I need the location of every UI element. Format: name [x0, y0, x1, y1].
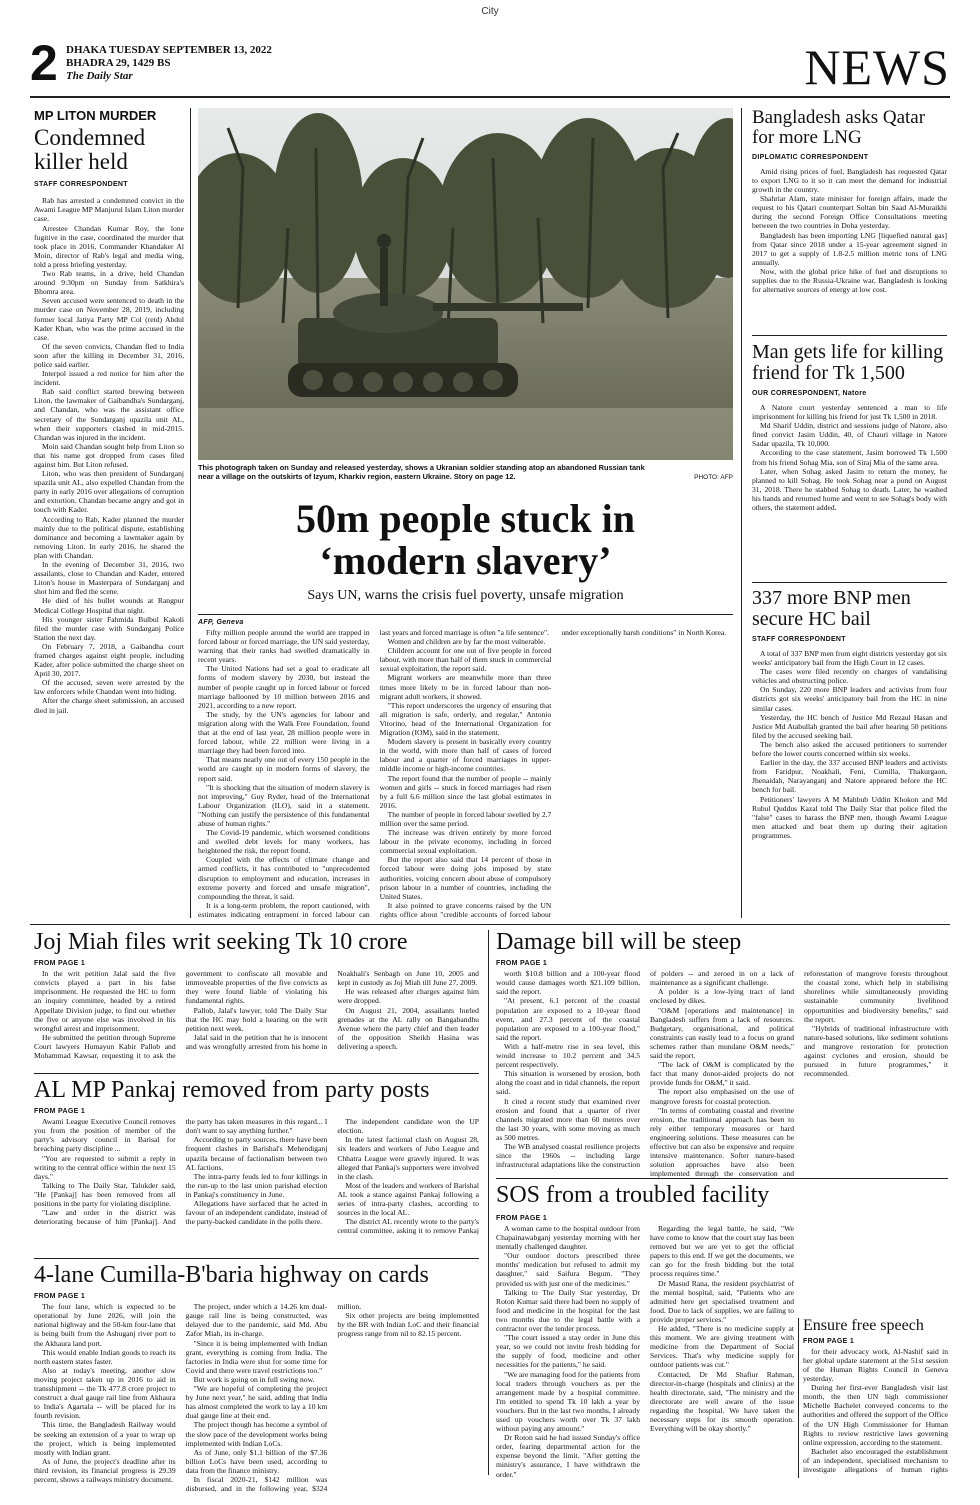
paragraph: The project, under which a 14.26 km dual-gauge rail line is being constructed, was delayed due to the pandemic, said Md. Abu Zafor Miah, its in-charge. [185, 1302, 328, 1339]
highway-article [34, 1263, 479, 1500]
damage-byline: FROM PAGE 1 [496, 960, 548, 968]
paragraph: Of the seven convicts, Chandan fled to India soon after the killing in December 31, 2016, police said earlier. [34, 341, 184, 369]
sos-headline: SOS from a troubled facility [496, 1182, 770, 1208]
lng-article [752, 108, 947, 329]
paragraph: The district AL recently wrote to the party's central committee, asking it to remove Pankaj [337, 1217, 479, 1236]
paragraph: Talking to The Daily Star, Talukder said, "He [Pankaj] has been removed from all positions in the party for violating discipline. [34, 1180, 176, 1209]
paragraph: He submitted the petition through Supreme Court lawyers Humayun Kabir Pallob and Mohammad Kawsar, requesting it to ask the government to confiscate all movable and immoveable properties of the five convicts as they were found liable of violating his fundamental rights. [34, 969, 328, 1061]
paragraph: Liton, who was then president of Sundarganj upazila unit AL, also expelled Chandan from the party in early 2016 over allegations of corruption and extortion. Chandan became angry and got in touch with Kader. [34, 469, 184, 515]
paragraph: Most of the leaders and workers of Barishal AL took a stance against Pankaj following a series of intra-party clashes, according to sources in the local AL. [337, 1180, 479, 1218]
lead-photo [198, 108, 733, 460]
paragraph: Petitioners' lawyers A M Mahbub Uddin Khokon and Md Ruhul Quddus Kazal told The Daily Star that police filed the "false" cases to harass the BNP men, though Awami League men attacked and beat them up during their agitation programmes. [752, 794, 947, 840]
damage-headline: Damage bill will be steep [496, 929, 742, 955]
paragraph: Rab said conflict started brewing between Liton, the lawmaker of Gaibandha's Sundarganj, and Chandan, who was the assistant office secretary of the Sundarganj upazila unit AL, when their supporters clashed in mid-2015. Chandan was injured in the incident. [34, 387, 184, 442]
paper-logo: The Daily Star [66, 70, 133, 82]
paragraph: Earlier in the day, the 337 accused BNP leaders and activists from Faridpur, Noakhali, Feni, Cumilla, Thakurgaon, Jhenaidah, Narayanganj and Natore appeared before the HC bench for bail. [752, 758, 947, 795]
highway-body [34, 1302, 479, 1500]
bnp-body [752, 649, 947, 904]
column-rule [190, 108, 191, 918]
slavery-headline-line2: ‘modern slavery’ [319, 538, 612, 583]
article-rule [752, 335, 947, 336]
paragraph: Moin said Chandan sought help from Liton so that his name got dropped from cases filed against him. But Liton refused. [34, 441, 184, 469]
paragraph: Now, with the global price hike of fuel and disruptions to supplies due to the Russia-Ukraine war, Bangladesh is looking for alternative sources of energy at low cost. [752, 266, 947, 295]
dateline-block [66, 44, 272, 82]
paragraph: "The court issued a stay order in June this year, so we could not invite fresh bidding for the supply of food, medicine and other necessities for the patients," he said. [496, 1333, 640, 1370]
paragraph: During her first-ever Bangladesh visit last month, the then UN high commissioner Michelle Bachelet conveyed concerns to the authorities and offered the support of the Office of the UN High Commissioner for Human Rights to review restrictive laws governing online expression, according to the statement. [803, 1383, 948, 1447]
paragraph: The report found that the number of people -- mainly women and girls -- stuck in forced marriages had risen by a full 6.6 million since the last global estimates in 2016. [379, 773, 552, 810]
paragraph: "We are managing food for the patients from local traders through vouchers as per the arrangement made by a hospital committee. I'm entitled to spend Tk 10 lakh a year by vouchers. But in the last two months, I already used up vouchers worth over Tk 37 lakh without paying any amount." [496, 1369, 640, 1434]
paragraph: Interpol issued a red notice for him after the incident. [34, 369, 184, 388]
paragraph: "Hybrids of traditional infrastructure with nature-based solutions, like sediment solutions and mangrove restoration for protection against cyclones and erosion, should be pursued in future programmes," it recommended. [804, 1023, 948, 1079]
paragraph: The report also emphasised on the use of mangrove forests for coastal protection. [650, 1087, 794, 1106]
sos-byline: FROM PAGE 1 [496, 1215, 548, 1222]
paragraph: A total of 337 BNP men from eight districts yesterday got six weeks' anticipatory bail from the High Court in 12 cases. [752, 649, 947, 668]
paragraph: A polder is a low-lying tract of land enclosed by dikes. [650, 987, 794, 1006]
liton-kicker: MP LITON MURDER [34, 108, 157, 123]
paragraph: Modern slavery is present in basically every country in the world, with more than half of cases of forced labour and a quarter of forced marriages in upper-middle income or high-income countries. [379, 737, 552, 774]
paragraph: He added, "There is no medicine supply at this moment. We are giving treatment with medicine from the Department of Social Services. That's why medicine supply for outdoor patients was cut." [650, 1324, 794, 1370]
paragraph: It also pointed to grave concerns raised by the UN rights office about "credible accounts of forced labour under exceptionally harsh conditions" in North Korea. [379, 628, 727, 919]
liton-article [34, 108, 184, 891]
paragraph: "Law and order in the district was deteriorating because of him [Pankaj]. And the party has taken measures in this regard... I don't want to say anything further." [34, 1117, 328, 1227]
paragraph: In the writ petition Jalal said the five convicts played a part in his false imprisonment. He requested the HC to form an inquiry committee, headed by a retired Appellate Division judge, to find out whether the five or anyone else was involved in his wrongful arrest and imprisonment. [34, 969, 176, 1033]
paragraph: It cited a recent study that examined river erosion and found that a quarter of river channels migrated more than 60 metres over the last 30 years, with some moving as much as 500 metres. [496, 1096, 640, 1142]
joj-headline: Joj Miah files writ seeking Tk 10 crore [34, 929, 408, 955]
paragraph: Also at today's meeting, another slow moving project taken up in 2016 to aid in transshipment -- the Tk 477.8 crore project to construct a dual gauge rail line from Akhaura to India's Agartala -- will be placed for its fourth revision. [34, 1365, 176, 1421]
paragraph: In the latest factional clash on August 28, six leaders and workers of Jubo League and Chhatra League were gravely injured. It was alleged that Pankaj's supporters were involved in the clash. [337, 1135, 479, 1181]
lng-headline: Bangladesh asks Qatar for more LNG [752, 107, 926, 148]
paragraph: Bangladesh has been importing LNG [liquefied natural gas] from Qatar since 2018 under a 15-year agreement signed in 2017 to get a supply of 1.8-2.5 million metric tons of LNG annually. [752, 230, 947, 267]
paragraph: The number of people in forced labour swelled by 2.7 million over the same period. [379, 809, 552, 828]
natore-body [752, 403, 947, 553]
speech-body [803, 1347, 948, 1475]
paragraph: In fiscal 2020-21, $142 million was disbursed, and in the following year, $324 million. [185, 1302, 362, 1494]
paragraph: The project though has become a symbol of the slow pace of the development works being implemented with Indian LoCs. [185, 1420, 328, 1448]
paragraph: "In terms of combating coastal and riverine erosion, the traditional approach has been to rely either temporary measures or hard engineering solutions. These measures can be effective but can also be expensive and require intensive maintenance. Softer nature-based solution approaches have also been implemented through the conservation and reforestation of mangrove forests throughout the coastal zone, which help in stabilising shorelines while simultaneously providing sustainable community livelihood opportunities and biodiversity benefits," said the report. [650, 969, 948, 1179]
photo-caption: This photograph taken on Sunday and released yesterday, shows a Ukranian soldier standing atop an abandoned Russian tank near a village on the outskirts of Izyum, Kharkiv region, eastern Ukraine. Story on page 12. [198, 463, 645, 481]
paragraph: On February 7, 2018, a Gaibandha court framed charges against eight people, including Kader, after police submitted the charge sheet on April 30, 2017. [34, 641, 184, 679]
paragraph: Arrestee Chandan Kumar Roy, the lone fugitive in the case, coordinated the murder that took place in 2016, Commander Khandaker Al Moin, director of Rab's legal and media wing, told a press briefing yesterday. [34, 223, 184, 269]
paragraph: But work is going on in full swing now. [193, 1374, 315, 1384]
masthead-rule [30, 96, 950, 98]
speech-byline: FROM PAGE 1 [803, 1337, 855, 1345]
tank-photo-illustration [198, 108, 733, 460]
paragraph: A woman came to the hospital outdoor from Chapainawabganj yesterday morning with her mentally challenged daughter. [496, 1224, 640, 1252]
natore-article [752, 342, 947, 553]
paragraph: Fifty million people around the world are trapped in forced labour or forced marriage, the UN said yesterday, warning that their ranks had swelled dramatically in recent years. [198, 628, 370, 665]
paragraph: After the charge sheet submission, an accused died in jail. [34, 696, 184, 715]
sos-article [496, 1183, 796, 1208]
paragraph: Awami League Executive Council removes you from the position of member of the party's advisory council in Barisal for breaching party discipline ... [34, 1117, 176, 1154]
speech-article [798, 1318, 948, 1478]
paragraph: This situation is worsened by erosion, both along the coast and in tidal channels, the report said. [496, 1069, 640, 1097]
paragraph: Coupled with the effects of climate change and armed conflicts, it has contributed to "unprecedented disruption to employment and education, increases in extreme poverty and forced and unsafe migration", compounding the threat, it said. [198, 855, 370, 901]
paragraph: This would enable Indian goods to reach its north eastern states faster. [34, 1347, 176, 1366]
paragraph: According to the case statement, Jasim borrowed Tk 1,500 from his friend Sohag Mia, son of Siraj Mia of the same area. [752, 448, 947, 467]
column-rule [488, 930, 489, 1475]
highway-byline: FROM PAGE 1 [34, 1293, 86, 1301]
fold-rule [30, 924, 950, 925]
paragraph: Dr Masud Rana, the resident psychiatrist of the mental hospital, said, "Patients who are admitted here get specialised treatment and food. Due to lack of supplies, we are failing to provide proper services." [650, 1278, 794, 1324]
bnp-article [752, 588, 947, 904]
paragraph: That means nearly one out of every 150 people in the world are caught up in modern forms of slavery, the report said. [198, 755, 370, 783]
lng-byline: DIPLOMATIC CORRESPONDENT [752, 153, 869, 161]
paragraph: Shahriar Alam, state minister for foreign affairs, made the request to his Qatari counterpart Soltan bin Saad Al-Muraikhi during the second Foreign Office Consultations meeting between the two countries in Doha yesterday. [752, 194, 947, 231]
paragraph: The increase was driven entirely by more forced labour in the private economy, including in forced commercial sexual exploitation. [379, 828, 552, 856]
section-label: City [481, 6, 499, 17]
slavery-subhead: Says UN, warns the crisis fuel poverty, unsafe migration [307, 588, 624, 603]
paragraph: A Natore court yesterday sentenced a man to life imprisonment for killing his friend for just Tk 1,500 in 2018. [752, 403, 947, 422]
paragraph: Seven accused were sentenced to death in the murder case on November 28, 2019, including former local Jatiya Party MP Col (retd) Abdul Kader Khan, who was the prime accused in the case. [34, 296, 184, 342]
paragraph: As of June, the project's deadline after its third revision, its financial progress is 29.39 percent, shows a railways ministry document. [34, 1456, 176, 1484]
paragraph: According to Rab, Kader planned the murder mainly due to the political dispute, establishing dominance and becoming a lawmaker again by removing Liton. In early 2016, he shared the plan with Chandan. [34, 514, 184, 560]
paragraph: worth $10.8 billion and a 100-year flood would cause damages worth $21.109 billion, said the report. [496, 969, 640, 997]
natore-headline: Man gets life for killing friend for Tk 1,500 [752, 341, 944, 384]
paragraph: "At present, 6.1 percent of the coastal population are exposed to a 10-year flood event, and 27.3 percent of the coastal population are exposed to a 100-year flood," said the report. [496, 996, 640, 1042]
slavery-article [198, 619, 733, 928]
slavery-byline: AFP, Geneva [198, 619, 244, 626]
slavery-headline-line1: 50m people stuck in [296, 496, 635, 541]
article-rule [34, 1258, 479, 1259]
photo-credit: PHOTO: AFP [694, 474, 733, 481]
paragraph: Md Sharif Uddin, district and sessions judge of Natore, also fined convict Jasim Uddin, 40, of Chauri village in Natore Sadar upazila, Tk 10,000. [752, 421, 947, 449]
bnp-headline: 337 more BNP men secure HC bail [752, 587, 911, 630]
paragraph: Children account for one out of five people in forced labour, with more than half of them stuck in commercial sexual exploitation, the report said. [379, 646, 552, 674]
paragraph: This time, the Bangladesh Railway would be seeking an extension of a year to wrap up the project, which is being implemented mostly with Indian grant. [34, 1420, 176, 1457]
joj-byline: FROM PAGE 1 [34, 960, 86, 968]
paragraph: Bachelet also encouraged the establishment of an independent, specialised mechanism to investigate allegations of human rights [803, 1446, 948, 1475]
paragraph: Allegations have surfaced that he acted in favour of an independent candidate, instead of the party-backed candidate in the polls there. [185, 1199, 328, 1227]
paragraph: With a half-metre rise in sea level, this would increase to 10.2 percent and 34.5 percent respectively. [496, 1041, 640, 1070]
paragraph: He died of his bullet wounds at Rangpur Medical College Hospital that night. [34, 596, 184, 615]
paragraph: The United Nations had set a goal to eradicate all forms of modern slavery by 2030, but instead the number of people caught up in forced labour or forced marriage ballooned by 10 million between 2016 and 2021, according to a new report. [198, 664, 370, 710]
paragraph: According to party sources, there have been frequent clashes in Barishal's Mehendiganj upazila because of factionalism between two AL factions. [185, 1135, 328, 1172]
paragraph: "Since it is being implemented with Indian grant, everything is coming from India. The factories in India were shut for some time for Covid and there were travel restrictions too." [185, 1338, 328, 1375]
paragraph: Six other projects are being implemented by the BR with Indian LoC and their financial progress range from nil to 82.15 percent. [337, 1311, 479, 1339]
paragraph: "It is shocking that the situation of modern slavery is not improving," Guy Ryder, head of the International Labour Organization (ILO), said in a statement. "Nothing can justify the persistence of this fundamental abuse of human rights." [198, 782, 370, 828]
article-rule [496, 1178, 948, 1179]
paragraph: The intra-party feuds led to four killings in the run-up to the last union parishad election in Pankaj's constituency in June. [185, 1171, 328, 1199]
bnp-byline: STAFF CORRESPONDENT [752, 636, 846, 643]
slavery-headline [198, 498, 733, 582]
paragraph: The independent candidate won the UP election. [337, 1117, 479, 1136]
paragraph: As of June, only $1.1 billion of the $7.36 billion LoCs have been used, according to data from the finance ministry. [185, 1447, 328, 1475]
pankaj-article [34, 1078, 479, 1237]
paragraph: "We are hopeful of completing the project by June next year," he said, adding that India has almost completed the work to lay a 10 km dual gauge line at their end. [185, 1384, 328, 1421]
paragraph: Regarding the legal battle, he said, "We have come to know that the court stay has been removed but we are yet to get the official papers to this end. If we get the documents, we can go for the fresh bidding but the total process requires time." [650, 1224, 794, 1279]
paragraph: Women and children are by far the most vulnerable. [387, 637, 546, 647]
paragraph: Jalal said in the petition that he is innocent and was wrongfully arrested from his home in Noakhali's Senbagh on June 10, 2005 and kept in custody as Joj Miah till June 27, 2009. [185, 969, 479, 1051]
paragraph: Contacted, Dr Md Shafiur Rahman, director-in-charge (hospitals and clinics) at the health directorate, said, "The ministry and the directorate are well aware of the issue regarding the hospital. We have taken the necessary steps for its smooth operation. Everything will be okay shortly." [650, 1369, 794, 1434]
paragraph: On Sunday, 220 more BNP leaders and activists from four districts got six weeks' anticipatory bail from the HC in nine similar cases. [752, 685, 947, 713]
paragraph: Later, when Sohag asked Jasim to return the money, he planned to kill Sohag. He took Sohag near a pond on August 31, 2018. There he stabbed Sohag to death. Later, he washed his hands and returned home and went to see Sohag's body with others, the statement added. [752, 466, 947, 513]
paragraph: Talking to The Daily Star yesterday, Dr Roton Kumar said there had been no supply of food and medicine in the hospital for the last two months due to the legal battle with a contractor over the tender process. [496, 1287, 640, 1334]
speech-headline: Ensure free speech [803, 1317, 924, 1334]
bangla-date: BHADRA 29, 1429 BS [66, 57, 171, 69]
liton-body [34, 196, 184, 891]
pankaj-byline: FROM PAGE 1 [34, 1108, 86, 1116]
highway-headline: 4-lane Cumilla-B'baria highway on cards [34, 1262, 429, 1288]
damage-body [496, 969, 948, 1179]
paragraph: "You are requested to submit a reply in writing to the central office within the next 15 days." [34, 1153, 176, 1181]
joj-article [34, 930, 479, 1061]
paragraph: He was released after charges against him were dropped. [337, 987, 479, 1006]
paragraph: Yesterday, the HC bench of Justice Md Rezaul Hasan and Justice Md Atabullah granted the bail after hearing 50 petitions filed by the accused seeking bail. [752, 712, 947, 740]
paragraph: Dr Roton said he had issued Sunday's office order, fearing departmental action for the expense beyond the limit. "After getting the ministry's assurance, I have withdrawn the order." [496, 1433, 640, 1479]
paragraph: But the report also said that 14 percent of those in forced labour were doing jobs imposed by state authorities, voicing concern about abuse of compulsory prison labour in a number of countries, including the United States. [379, 855, 552, 901]
pankaj-body [34, 1117, 479, 1237]
paragraph: Two Rab teams, in a drive, held Chandan around 9:30pm on Sunday from Satkhira's Bhomra area. [34, 269, 184, 297]
paragraph: Migrant workers are meanwhile more than three times more likely to be in forced labour than non-migrant adult workers, it showed. [379, 673, 552, 701]
paragraph: The cases were filed recently on charges of vandalising vehicles and obstructing police. [752, 667, 947, 686]
paragraph: for their advocacy work, Al-Nashif said in her global update statement at the 51st session of the Human Rights Council in Geneva yesterday. [803, 1346, 948, 1384]
paragraph: Pallob, Jalal's lawyer, told The Daily Star that the HC may hold a hearing on the writ petition next week. [185, 1005, 328, 1033]
paragraph: Of the accused, seven were arrested by the law enforcers while Chandan went into hiding. [34, 678, 184, 697]
natore-byline: OUR CORRESPONDENT, Natore [752, 390, 867, 397]
paragraph: It is a long-term problem, the report cautioned, with estimates indicating entrapment in forced labour can last years and forced marriage is often "a life sentence". [198, 628, 550, 919]
paragraph: "Our outdoor doctors prescribed three months' medication but refused to admit my daughter," said Saifura Begum. "They provided us with just one of the medicines." [496, 1251, 640, 1288]
subhead-rule [198, 614, 733, 615]
paragraph: The WB analysed coastal resilience projects since the 1960s -- including large infrastructural adaptations like the construction of polders -- and zeroed in on a lack of maintenance as a significant challenge. [496, 969, 794, 1170]
paragraph: The four lane, which is expected to be operational by June 2026, will join the national highway and the 50-km four-lane that is being built from the Ashuganj river port to the Akhaura land port. [34, 1302, 176, 1348]
paragraph: Rab has arrested a condemned convict in the Awami League MP Manjurul Islam Liton murder case. [34, 196, 184, 224]
paragraph: His younger sister Fahmida Bulbul Kakoli filed the murder case with Sundarganj Police Station the next day. [34, 614, 184, 642]
joj-body [34, 969, 479, 1061]
page-number: 2 [30, 35, 58, 91]
paragraph: The bench also asked the accused petitioners to surrender before the lower courts concerned within six weeks. [752, 739, 947, 759]
dateline: DHAKA TUESDAY SEPTEMBER 13, 2022 [66, 44, 272, 56]
column-rule [741, 108, 742, 918]
paragraph: The Covid-19 pandemic, which worsened conditions and swelled debt levels for many workers, has heightened the risk, the report found. [198, 828, 370, 856]
paragraph: In the evening of December 31, 2016, two assailants, close to Chandan and Kader, entered Liton's house in Masterpara of Sundarganj and shot him and fled the scene. [34, 560, 184, 597]
lng-body [752, 167, 947, 329]
article-rule [752, 582, 947, 583]
pankaj-headline: AL MP Pankaj removed from party posts [34, 1077, 430, 1103]
paragraph: "O&M [operations and maintenance] in Bangladesh suffers from a lack of resources. Budgetary, organisational, and political constraints can easily lead to a focus on grand schemes rather than mundane O&M needs," said the report. [650, 1005, 794, 1061]
paragraph: "This report underscores the urgency of ensuring that all migration is safe, orderly, and regular," Antonio Vitorino, head of the International Organization for Migration (IOM), said in the statement. [379, 700, 552, 738]
paragraph: The study, by the UN's agencies for labour and migration along with the Walk Free Foundation, found that at the end of last year, 28 million people were in forced labour, while 22 million were living in a marriage they had been forced into. [198, 709, 370, 756]
paragraph: "The lack of O&M is complicated by the fact that many donor-aided projects do not provide funds for O&M," it said. [650, 1060, 794, 1088]
section-title: NEWS [804, 39, 950, 95]
slavery-body [198, 628, 733, 928]
damage-article [496, 930, 948, 1179]
paragraph: On August 21, 2004, assailants hurled grenades at the AL rally on Bangabandhu Avenue where the party chief and then leader of the opposition Sheikh Hasina was delivering a speech. [337, 1005, 479, 1051]
paragraph: Amid rising prices of fuel, Bangladesh has requested Qatar to export LNG to it so it can meet the demand for industrial growth in the country. [752, 166, 947, 195]
article-rule [34, 1073, 479, 1074]
liton-byline: STAFF CORRESPONDENT [34, 181, 128, 189]
liton-headline: Condemned killer held [34, 125, 146, 175]
